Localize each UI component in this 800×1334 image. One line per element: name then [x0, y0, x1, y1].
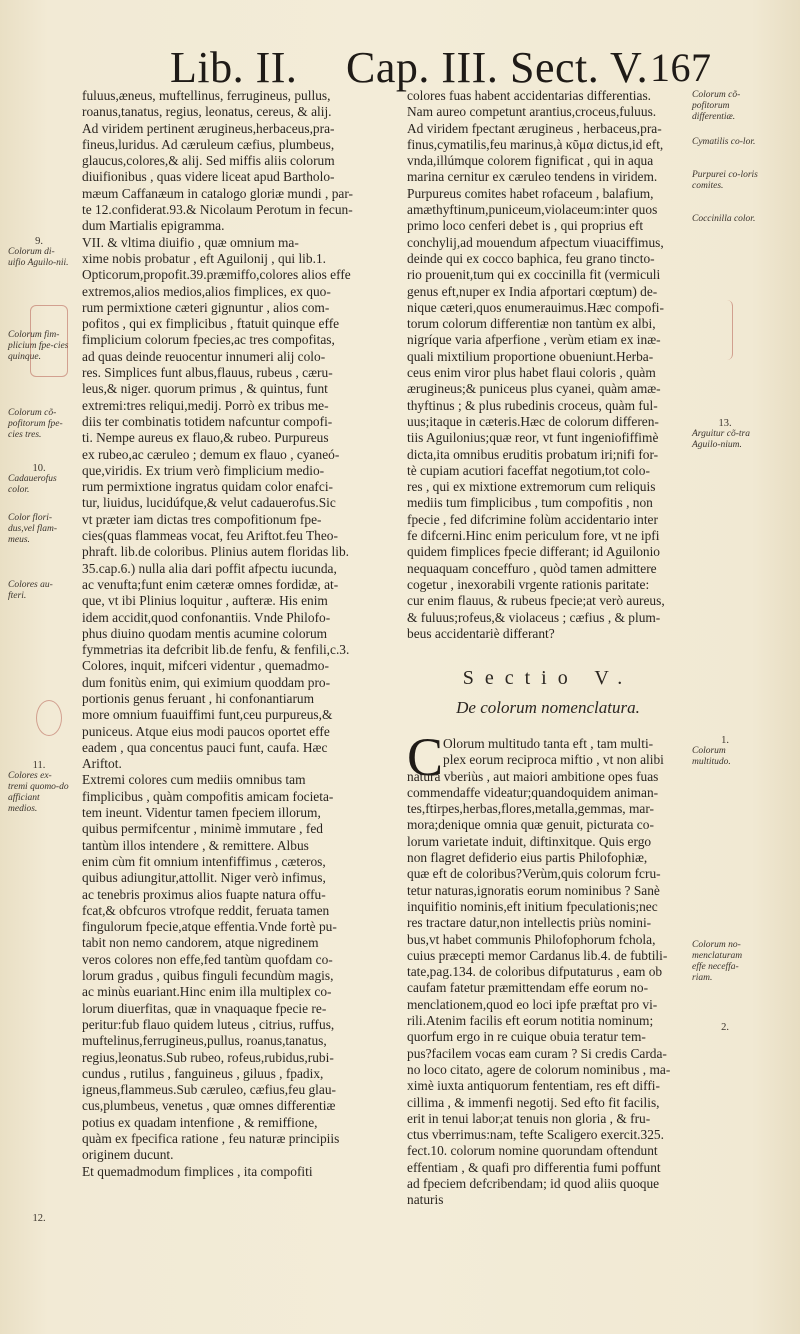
margin-note [8, 463, 70, 496]
text-line: no loco citato, agere de colorum nominibus , ma- [407, 1061, 671, 1077]
margin-note-text: Colorum cõ-pofitorum fpe-cies tres. [8, 408, 63, 440]
text-line: VII. & vltima diuifio , quæ omnium ma- [82, 234, 299, 250]
text-line: eadem , qua concentus pauci funt, caufa. Hæc [82, 739, 328, 755]
text-line: res , qui ex mixtione extremorum cum reliquis [407, 479, 656, 495]
margin-note-number: 12. [32, 1213, 46, 1224]
text-line: menclationem,quod eo loci ipfe præftat pro vi- [407, 996, 658, 1012]
text-line: originem ducunt. [82, 1147, 174, 1163]
text-line: ceus enim viror plus habet flaui coloris , quàm [407, 365, 656, 381]
text-line: quæ eft de coloribus?Verùm,quis colorum fcru- [407, 866, 661, 882]
text-line: tes,ftirpes,herbas,flores,metalla,gemmas, mar- [407, 801, 654, 817]
text-line: tabit non nemo candorem, atque nigredinem [82, 935, 319, 951]
text-line: quidem fimplices fpecie differant; id Aguilonio [407, 544, 660, 560]
text-line: roanus,tanatus, regius, leonatus, cereus, & alij. [82, 104, 332, 120]
text-line: cuius præcepti memor Cardanus lib.4. de fubtili- [407, 947, 668, 963]
text-line: res. Simplices funt albus,flauus, rubeus , cæru- [82, 365, 333, 381]
text-line: cundus , rutilus , fanguineus , giluus , fpadix, [82, 1065, 324, 1081]
margin-note [8, 1213, 70, 1224]
text-line: ac minùs euariant.Hinc enim illa multiplex co- [82, 984, 332, 1000]
text-line: Ad viridem fpectant ærugineus , herbaceus,pra- [407, 120, 662, 136]
text-line: enim cùm fit omnium intenfiffimus , cæteros, [82, 853, 326, 869]
margin-note [692, 940, 758, 984]
text-line: primo loco cenferi debet is , qui proprius eft [407, 218, 644, 234]
text-line: lorum gradus , quibus finguli fecundùm magis, [82, 968, 334, 984]
text-line: potius ex quadam intenfione , & remiffione, [82, 1114, 318, 1130]
text-line: phus diuino quodam mentis acumine colorum [82, 625, 328, 641]
text-line: fuluus,æneus, muftellinus, ferrugineus, pullus, [82, 88, 331, 103]
text-line: ti. Nempe aureus ex flauo,& rubeo. Purpureus [82, 430, 329, 446]
text-line: caufam fatetur præmittendam effe eorum no- [407, 980, 649, 996]
text-line: Et quemadmodum fimplices , ita compofiti [82, 1163, 313, 1179]
text-line: amæthyftinum,puniceum,violaceum:inter quos [407, 202, 658, 218]
page-number: 167 [650, 45, 712, 90]
text-line: plex eorum reciproca miftio , vt non alibi [443, 752, 664, 768]
text-line: 35.cap.6.) nulla alia dari poffit afpectu iucunda, [82, 560, 337, 576]
text-line: thyftinus ; & plus rubedinis croceus, quàm ful- [407, 397, 658, 413]
text-line: tetur naturas,ignoratis eorum nominibus ? Sanè [407, 882, 660, 898]
text-line: dum Martialis epigramma. [82, 218, 225, 234]
section-subtitle: De colorum nomenclatura. [456, 698, 640, 717]
margin-note-text: Color flori-dus,vel flam-meus. [8, 513, 58, 545]
text-line: lorum varietate induit, diftinxitque. Quis ergo [407, 833, 652, 849]
text-line: conchylij,ad mouendum afpectum viuaciffimus, [407, 234, 664, 250]
text-line: mediis tum fimplicibus , tum compofitis , non [407, 495, 653, 511]
text-line: tur, liuidus, lucidúfque,& velut cadauerofus.Sic [82, 495, 336, 511]
text-line: Opticorum,propofit.39.præmiffo,colores alios effe [82, 267, 351, 283]
text-line: res tractare datur,non intellectis priùs nomini- [407, 915, 652, 931]
text-line: nique cæteri,quos enumerauimus.Hæc compofi- [407, 299, 664, 315]
text-line: tem ineunt. Videntur tamen fpeciem illorum, [82, 805, 321, 821]
text-line: mora;denique omnia quæ genuit, picturata co- [407, 817, 654, 833]
text-line: pofitos , qui ex fimplicibus , ftatuit quinque effe [82, 316, 340, 332]
text-line: quorfum ergo in re cuique obuia teratur tem- [407, 1029, 646, 1045]
text-line: ximè iuxta antiquorum fententiam, res eft diffi- [407, 1078, 660, 1094]
text-line: non flagret defiderio eius partis Philofophiæ, [407, 850, 648, 866]
text-line: vnda,illúmque colorem fignificat , qui in aqua [407, 153, 654, 169]
text-line: cur enim flauus, & rubeus fpecie;at verò aureus, [407, 593, 665, 609]
text-line: tiis Aguilonius;quæ reor, vt funt ingeniofiffimè [407, 430, 659, 446]
text-line: rili.Atenim facilis eft eorum notitia nominum; [407, 1013, 654, 1029]
text-line: mæum Caffanæum in catalogo gloriæ mundi , par- [82, 185, 353, 201]
text-line: puniceus. Atque eius modi paucos oportet effe [82, 723, 330, 739]
text-line: Nam aureo competunt arantius,croceus,fuluus. [407, 104, 657, 120]
text-line: fcat,& obfcuros vtrofque reddit, feruata tamen [82, 902, 330, 918]
text-line: Olorum multitudo tanta eft , tam multi- [443, 736, 654, 751]
text-line: fimplicium colorum fpecies,ac tres compofitas, [82, 332, 335, 348]
text-line: ad fpeciem defcribendam; id quod aliis quoque [407, 1176, 660, 1192]
text-line: Ad viridem pertinent ærugineus,herbaceus,pra- [82, 120, 335, 136]
text-line: ærugineus;& puniceus plus cyanei, quàm amæ- [407, 381, 661, 397]
text-line: rio prouenit,tum qui ex coccinilla fit (vermiculi [407, 267, 661, 283]
left-text-column [82, 88, 398, 1180]
text-line: que, vt ibi Plinius loquitur , aufteræ. His enim [82, 593, 328, 609]
text-line: ctus vberrimus:nam, tefte Scaligero exercit.325. [407, 1127, 664, 1143]
text-line: fymmetrias ita defcribit lib.de fenfu, & fenfili,c.3. [82, 642, 350, 658]
text-line: extremos,alios medios,alios fimplices, ex quo- [82, 283, 331, 299]
margin-note-text: Cymatilis co-lor. [692, 137, 756, 147]
text-line: deinde qui ex cocco baphica, feu grano tincto- [407, 250, 655, 266]
text-line: cillima , & immenfi negotij. Sed efto fit facilis, [407, 1094, 660, 1110]
text-line: quali mixtilium proportione obueniunt.Herba- [407, 348, 654, 364]
text-line: Extremi colores cum mediis omnibus tam [82, 772, 306, 788]
text-line: extremi:tres reliqui,medij. Porrò ex tribus me- [82, 397, 329, 413]
margin-note [692, 170, 758, 192]
text-line: fingulorum fpecie,atque effentia.Vnde fortè pu- [82, 919, 337, 935]
text-line: dum fonitùs enim, qui eximium quoddam pro- [82, 674, 331, 690]
text-line: dicta,ita omnibus eruditis probatum iri;nifi for- [407, 446, 659, 462]
text-line: colores fuas habent accidentarias differentias. [407, 88, 652, 103]
text-line: naturis [407, 1192, 444, 1208]
text-line: more omnium fuauiffimi funt,ceu purpureus,& [82, 707, 333, 723]
text-line: portionis genus feruant , hi confonantiarum [82, 690, 315, 706]
text-line: rum permixtione ingratus quidam color enafci- [82, 479, 333, 495]
margin-note-text: Coccinilla color. [692, 214, 756, 224]
text-line: cies(quas flammeas vocat, feu Ariftot.feu Theo- [82, 528, 338, 544]
section-title: Sectio V. [462, 667, 634, 689]
text-line: fe difcerni.Hinc enim periculum fore, vt ne ipfi [407, 528, 660, 544]
text-line: marina cernitur ex cæruleo tendens in viridem. [407, 169, 658, 185]
text-line: ac venufta;funt enim cæteræ omnes fordidæ, at- [82, 576, 339, 592]
margin-note-text: Colores ex-tremi quomo-do afficiant medios. [8, 771, 69, 814]
margin-note-text: Colorum fim-plicium fpe-cies quinque. [8, 330, 69, 362]
ink-stain-mark [30, 305, 68, 377]
margin-note [692, 735, 758, 768]
margin-note-text: Cadauerofus color. [8, 474, 57, 495]
text-line: vt præter iam dictas tres compofitionum fpe- [82, 511, 322, 527]
text-line: igneus,flammeus.Sub cæruleo, cæfius,feu glau- [82, 1082, 336, 1098]
margin-note [8, 760, 70, 815]
text-line: beus accidentariè differant? [407, 625, 555, 641]
text-line: tate,pag.134. de coloribus difputaturus , eam ob [407, 964, 663, 980]
margin-note-text: Colorum no-menclaturam effe neceffa-riam. [692, 940, 743, 983]
text-line: diis ter combinatis totidem nafcuntur compofi- [82, 413, 333, 429]
margin-note-number: 9. [35, 236, 43, 247]
right-text-column-lower [407, 727, 689, 1209]
text-line: torum colorum differentiæ non tantùm ex albi, [407, 316, 656, 332]
text-line: quibus adiungitur,attollit. Niger verò infimus, [82, 870, 326, 886]
drop-capital: C [407, 727, 444, 787]
text-line: Ariftot. [82, 756, 122, 772]
text-line: inquifitio nominis,eft initium fpeculationis;nec [407, 898, 658, 914]
text-line: cogetur , inexorabili vrgente rationis paritate: [407, 576, 650, 592]
margin-note-text: Arguitur cõ-tra Aguilo-nium. [692, 429, 750, 450]
margin-note-number: 1. [721, 735, 729, 746]
text-line: quibus permifcentur , minimè immutare , fed [82, 821, 323, 837]
margin-note-number: 10. [32, 463, 46, 474]
text-line: fpecie , fed difcrimine folùm accidentario inter [407, 511, 658, 527]
margin-note [8, 408, 70, 441]
margin-note-text: Colorum di-uifio Aguilo-nii. [8, 247, 69, 268]
text-line: diuifionibus , quas videre liceat apud Bartholo- [82, 169, 335, 185]
margin-note [692, 214, 758, 225]
margin-note-number: 2. [721, 1022, 729, 1033]
header-sect: Sect. V. [510, 43, 649, 92]
text-line: idem accidit,quod confonantiis. Vnde Philofo- [82, 609, 331, 625]
text-line: veros colores non effe,fed tantùm quofdam co- [82, 951, 333, 967]
margin-note [692, 418, 758, 451]
text-line: finus,cymatilis,feu marinus,à κῦμα dictus,id eft, [407, 136, 664, 152]
text-line: tè cupiam acutiori faceffat negotium,tot colo- [407, 462, 650, 478]
margin-note [692, 137, 758, 148]
ink-stain-mark [706, 300, 733, 360]
text-line: ac tenebris proximus alios fuapte natura offu- [82, 886, 326, 902]
text-line: tantùm illos intendere , & remittere. Albus [82, 837, 309, 853]
text-line: fimplicibus , quàm compofitis amicam focieta- [82, 788, 334, 804]
text-line: Colores, inquit, mifceri videntur , quemadmo- [82, 658, 329, 674]
text-line: te 12.confiderat.93.& Nicolaum Perotum in fecun- [82, 202, 353, 218]
text-line: ex rubeo,ac cæruleo ; demum ex flauo , cyaneó- [82, 446, 340, 462]
text-line: que,viridis. Ex trium verò fimplicium medio- [82, 462, 325, 478]
margin-note-text: Colores au-fteri. [8, 580, 53, 601]
text-line: nigríque varia afperfione , verùm etiam ex inæ- [407, 332, 661, 348]
text-line: pus?facilem vocas eam curam ? Si credis Carda- [407, 1045, 667, 1061]
text-line: & fuluus;rofeus,& violaceus ; cæfius , & plum- [407, 609, 661, 625]
text-line: lorum diuerfitas, quæ in vnaquaque fpecie re- [82, 1000, 327, 1016]
margin-note [692, 1022, 758, 1033]
margin-note-number: 13. [718, 418, 732, 429]
text-line: Purpureus comites habet rofaceum , balafium, [407, 185, 654, 201]
header-lib: Lib. II. [170, 43, 298, 92]
text-line: erit in tenui labor;at tenuis non gloria , & fru- [407, 1110, 651, 1126]
running-header [170, 42, 730, 94]
text-line: uus;itaque in cæteris.Hæc de colorum differen- [407, 413, 659, 429]
text-line: quàm ex fpecifica ratione , feu naturæ principiis [82, 1131, 340, 1146]
margin-note-text: Colorum multitudo. [692, 746, 731, 767]
margin-note [8, 513, 70, 546]
text-line: effentiam , & quafi pro differentia fumi poffunt [407, 1159, 661, 1175]
right-text-column-upper [407, 88, 689, 642]
text-line: leus,& niger. quorum primus , & quintus, funt [82, 381, 328, 397]
text-line: phraft. lib.de coloribus. Plinius autem floridas lib. [82, 544, 350, 560]
text-line: commendaffe videatur;quandoquidem animan- [407, 784, 659, 800]
margin-note [692, 90, 758, 123]
ink-stain-mark [36, 700, 62, 736]
text-line: glaucus,colores,& alij. Sed miffis aliis colorum [82, 153, 335, 169]
text-line: peritur:fub flauo quidem luteus , citrius, ruffus, [82, 1016, 335, 1032]
text-line: ad quas deinde reuocentur innumeri alij colo- [82, 348, 326, 364]
margin-note-number: 11. [32, 760, 46, 771]
text-line: finеus,luridus. Ad cæruleum cæfius, plumbeus, [82, 136, 335, 152]
margin-note-text: Colorum cõ-pofitorum differentiæ. [692, 90, 741, 122]
margin-note [8, 236, 70, 269]
text-line: bus,vt habet communis Philofophorum fchola, [407, 931, 656, 947]
margin-note [8, 580, 70, 602]
margin-note-text: Purpurei co-loris comites. [692, 170, 758, 191]
text-line: rum permixtione cæteri gignuntur , alios com- [82, 299, 330, 315]
text-line: genus eft,nuper ex India afportari cœptum) de- [407, 283, 658, 299]
text-line: regius,leonatus.Sub rubeo, rofeus,rubidus,rubi- [82, 1049, 334, 1065]
text-line: xime nobis probatur , eft Aguilonij , qui lib.1. [82, 250, 326, 266]
text-line: muftelinus,ferrugineus,pullus, roanus,tanatus, [82, 1033, 327, 1049]
text-line: natura vberiùs , aut maiori ambitione opes fuas [407, 768, 659, 784]
text-line: cus,plumbeus, venetus , quæ omnes differentiæ [82, 1098, 336, 1114]
header-cap: Cap. III. [346, 43, 499, 92]
text-line: fect.10. colorum nomine quorundam oftendunt [407, 1143, 658, 1159]
text-line: nequaquam conceffuro , quòd tamen admittere [407, 560, 657, 576]
